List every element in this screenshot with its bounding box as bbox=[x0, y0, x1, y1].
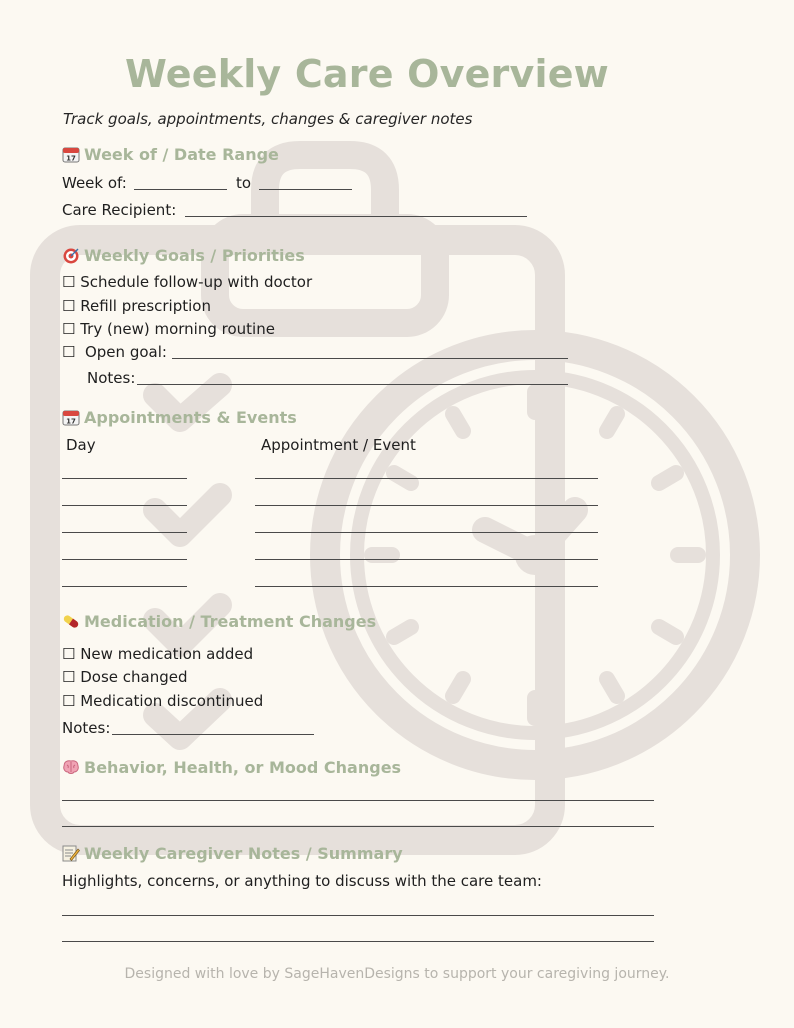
care-recipient-field[interactable] bbox=[185, 216, 527, 217]
open-goal-label[interactable]: ☐ Open goal: bbox=[62, 343, 167, 361]
svg-text:17: 17 bbox=[66, 417, 76, 426]
footer-credit: Designed with love by SageHavenDesigns to support your caregiving journey. bbox=[124, 966, 670, 982]
appointment-day-field[interactable] bbox=[62, 586, 187, 587]
medication-item[interactable]: ☐ Medication discontinued bbox=[62, 692, 264, 710]
column-header-event: Appointment / Event bbox=[261, 436, 416, 454]
goal-item[interactable]: ☐ Schedule follow-up with doctor bbox=[62, 273, 313, 291]
page-title: Weekly Care Overview bbox=[125, 52, 609, 96]
medication-item[interactable]: ☐ Dose changed bbox=[62, 668, 188, 686]
section-heading-medication bbox=[62, 612, 376, 631]
svg-text:17: 17 bbox=[66, 154, 76, 163]
goal-notes-field[interactable] bbox=[137, 384, 568, 385]
memo-icon bbox=[62, 845, 80, 862]
brain-icon bbox=[62, 759, 80, 776]
medication-notes-label: Notes: bbox=[62, 719, 111, 737]
section-heading-appointments-label: Appointments & Events bbox=[84, 408, 297, 427]
medication-item[interactable]: ☐ New medication added bbox=[62, 645, 254, 663]
behavior-notes-line[interactable] bbox=[62, 800, 654, 801]
section-heading-week bbox=[62, 145, 279, 164]
section-heading-notes bbox=[62, 844, 403, 863]
appointment-day-field[interactable] bbox=[62, 478, 187, 479]
caregiver-notes-line[interactable] bbox=[62, 915, 654, 916]
appointment-event-field[interactable] bbox=[255, 478, 598, 479]
week-to-label: to bbox=[236, 174, 252, 192]
appointment-event-field[interactable] bbox=[255, 505, 598, 506]
section-heading-behavior-label: Behavior, Health, or Mood Changes bbox=[84, 758, 402, 777]
calendar-icon bbox=[62, 146, 80, 163]
appointment-event-field[interactable] bbox=[255, 586, 598, 587]
goal-item[interactable]: ☐ Try (new) morning routine bbox=[62, 320, 275, 338]
medication-notes-field[interactable] bbox=[112, 734, 314, 735]
column-header-day: Day bbox=[66, 436, 96, 454]
target-icon bbox=[62, 247, 80, 264]
appointment-day-field[interactable] bbox=[62, 505, 187, 506]
open-goal-field[interactable] bbox=[172, 358, 568, 359]
behavior-notes-line[interactable] bbox=[62, 826, 654, 827]
section-heading-notes-label: Weekly Caregiver Notes / Summary bbox=[84, 844, 403, 863]
week-end-field[interactable] bbox=[259, 189, 352, 190]
goal-item[interactable]: ☐ Refill prescription bbox=[62, 297, 211, 315]
section-heading-goals bbox=[62, 246, 305, 265]
appointment-event-field[interactable] bbox=[255, 532, 598, 533]
week-of-label: Week of: bbox=[62, 174, 127, 192]
appointment-day-field[interactable] bbox=[62, 532, 187, 533]
section-heading-goals-label: Weekly Goals / Priorities bbox=[84, 246, 305, 265]
section-heading-week-label: Week of / Date Range bbox=[84, 145, 279, 164]
pill-icon bbox=[62, 613, 80, 630]
caregiver-notes-line[interactable] bbox=[62, 941, 654, 942]
section-heading-medication-label: Medication / Treatment Changes bbox=[84, 612, 377, 631]
care-recipient-label: Care Recipient: bbox=[62, 201, 177, 219]
goal-notes-label: Notes: bbox=[87, 369, 136, 387]
section-heading-appointments bbox=[62, 408, 297, 427]
calendar-icon bbox=[62, 409, 80, 426]
appointment-day-field[interactable] bbox=[62, 559, 187, 560]
appointment-event-field[interactable] bbox=[255, 559, 598, 560]
notes-prompt: Highlights, concerns, or anything to discuss with the care team: bbox=[62, 872, 542, 890]
page-subtitle: Track goals, appointments, changes & caregiver notes bbox=[63, 110, 473, 128]
week-start-field[interactable] bbox=[134, 189, 227, 190]
section-heading-behavior bbox=[62, 758, 401, 777]
